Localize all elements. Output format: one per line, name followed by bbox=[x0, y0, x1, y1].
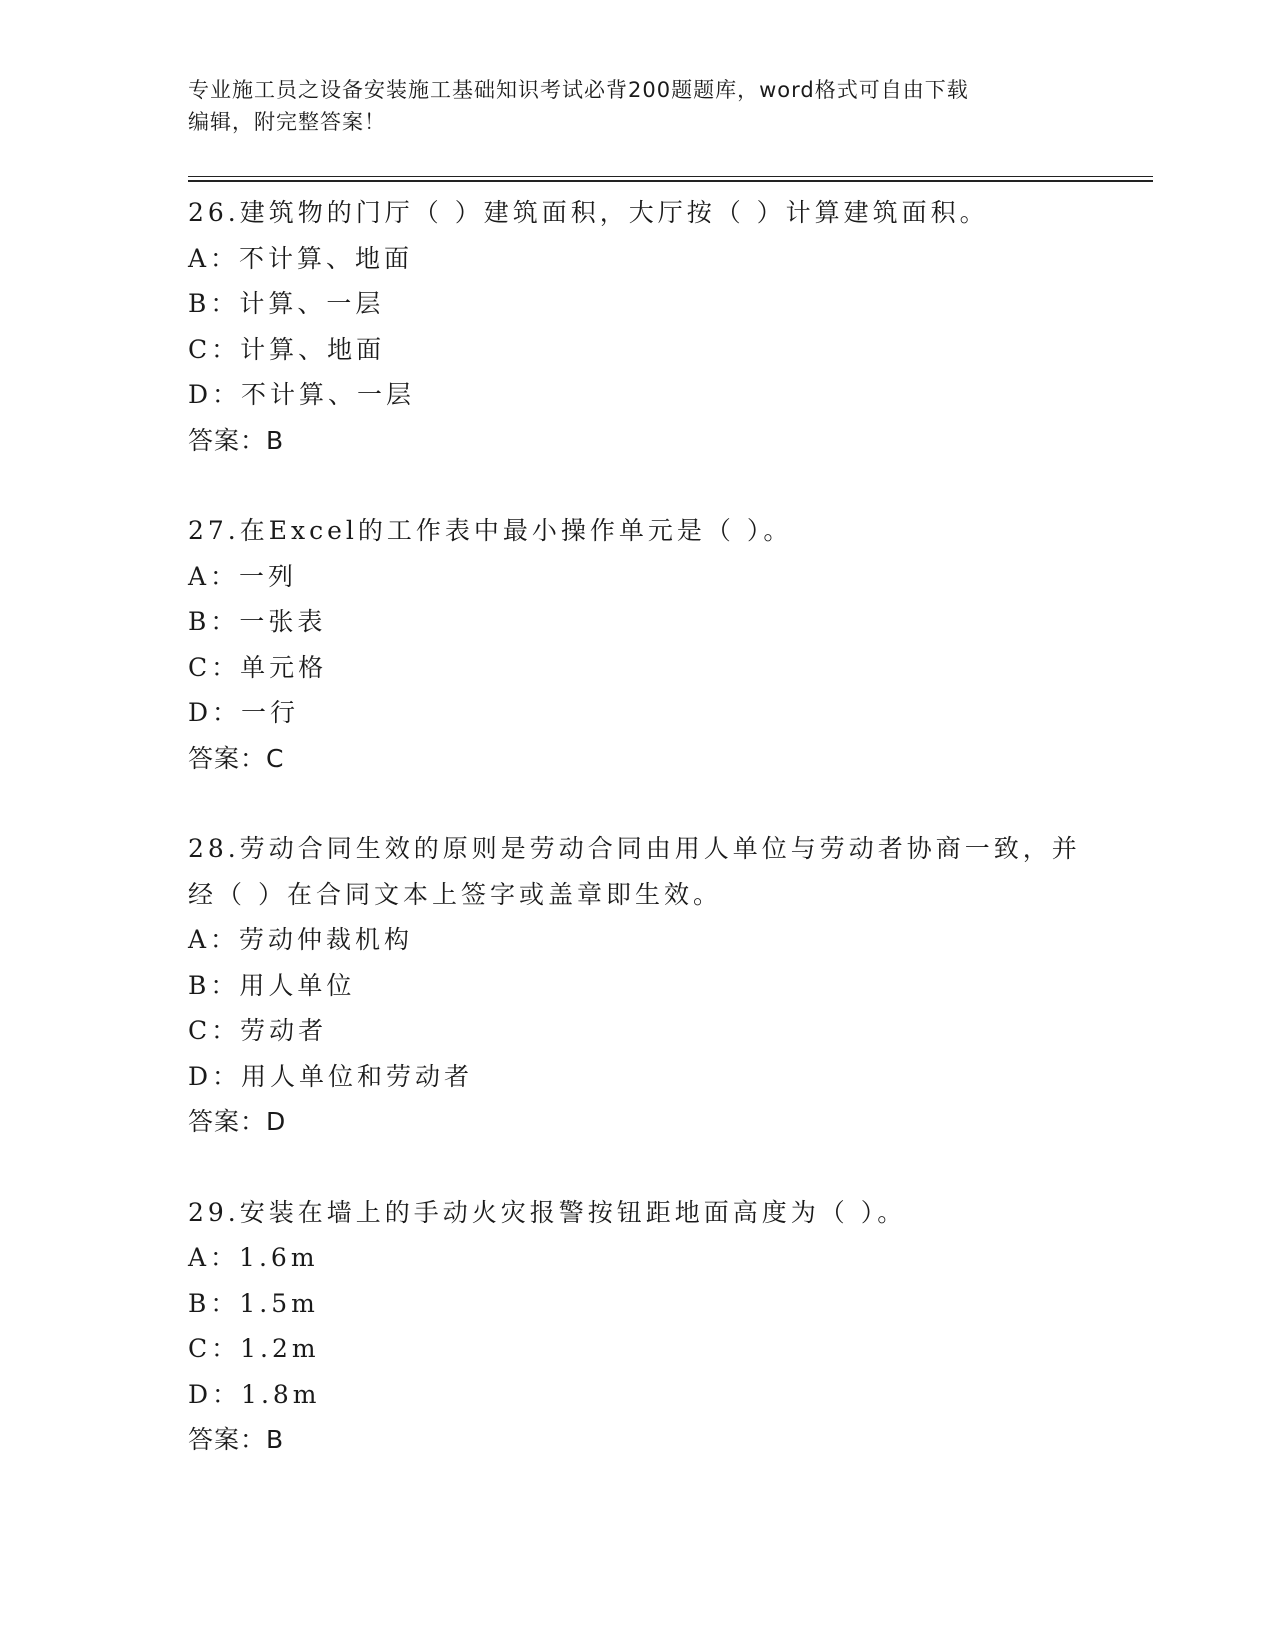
question-stem: 26.建筑物的门厅（ ）建筑面积，大厅按（ ）计算建筑面积。 bbox=[188, 198, 989, 227]
header-line-1: 专业施工员之设备安装施工基础知识考试必背200题题库，word格式可自由下载 bbox=[188, 78, 969, 102]
option-b: B：用人单位 bbox=[188, 970, 356, 1000]
answer: 答案：B bbox=[188, 1425, 285, 1454]
question-stem: 29.安装在墙上的手动火灾报警按钮距地面高度为（ ）。 bbox=[188, 1197, 907, 1227]
option-b: B：一张表 bbox=[188, 607, 327, 636]
question-27 bbox=[188, 508, 1088, 781]
question-29 bbox=[188, 1190, 1088, 1463]
option-d: D：一行 bbox=[188, 698, 300, 727]
question-stem-line-1: 28.劳动合同生效的原则是劳动合同由用人单位与劳动者协商一致，并 bbox=[188, 834, 1081, 863]
option-b: B：计算、一层 bbox=[188, 289, 385, 318]
document-header bbox=[188, 74, 1068, 138]
option-d: D：用人单位和劳动者 bbox=[188, 1061, 474, 1091]
option-a: A：1.6m bbox=[188, 1243, 319, 1272]
option-a: A：一列 bbox=[188, 561, 298, 591]
answer: 答案：D bbox=[188, 1107, 287, 1136]
question-28 bbox=[188, 826, 1088, 1145]
header-divider-thin bbox=[188, 176, 1153, 177]
answer: 答案：C bbox=[188, 743, 285, 773]
option-a: A：不计算、地面 bbox=[188, 243, 414, 273]
option-d: D：不计算、一层 bbox=[188, 380, 416, 409]
option-b: B：1.5m bbox=[188, 1288, 319, 1318]
question-26 bbox=[188, 190, 1088, 463]
option-c: C：单元格 bbox=[188, 652, 328, 682]
question-list bbox=[188, 190, 1088, 1508]
option-d: D：1.8m bbox=[188, 1379, 321, 1409]
question-stem: 27.在Excel的工作表中最小操作单元是（ ）。 bbox=[188, 516, 793, 545]
header-divider-thick bbox=[188, 180, 1153, 182]
option-c: C：劳动者 bbox=[188, 1016, 328, 1045]
option-a: A：劳动仲裁机构 bbox=[188, 925, 414, 954]
answer: 答案：B bbox=[188, 425, 285, 455]
option-c: C：计算、地面 bbox=[188, 334, 386, 364]
question-stem-line-2: 经（ ）在合同文本上签字或盖章即生效。 bbox=[188, 879, 722, 909]
header-line-2: 编辑，附完整答案！ bbox=[188, 110, 386, 134]
option-c: C：1.2m bbox=[188, 1334, 320, 1363]
